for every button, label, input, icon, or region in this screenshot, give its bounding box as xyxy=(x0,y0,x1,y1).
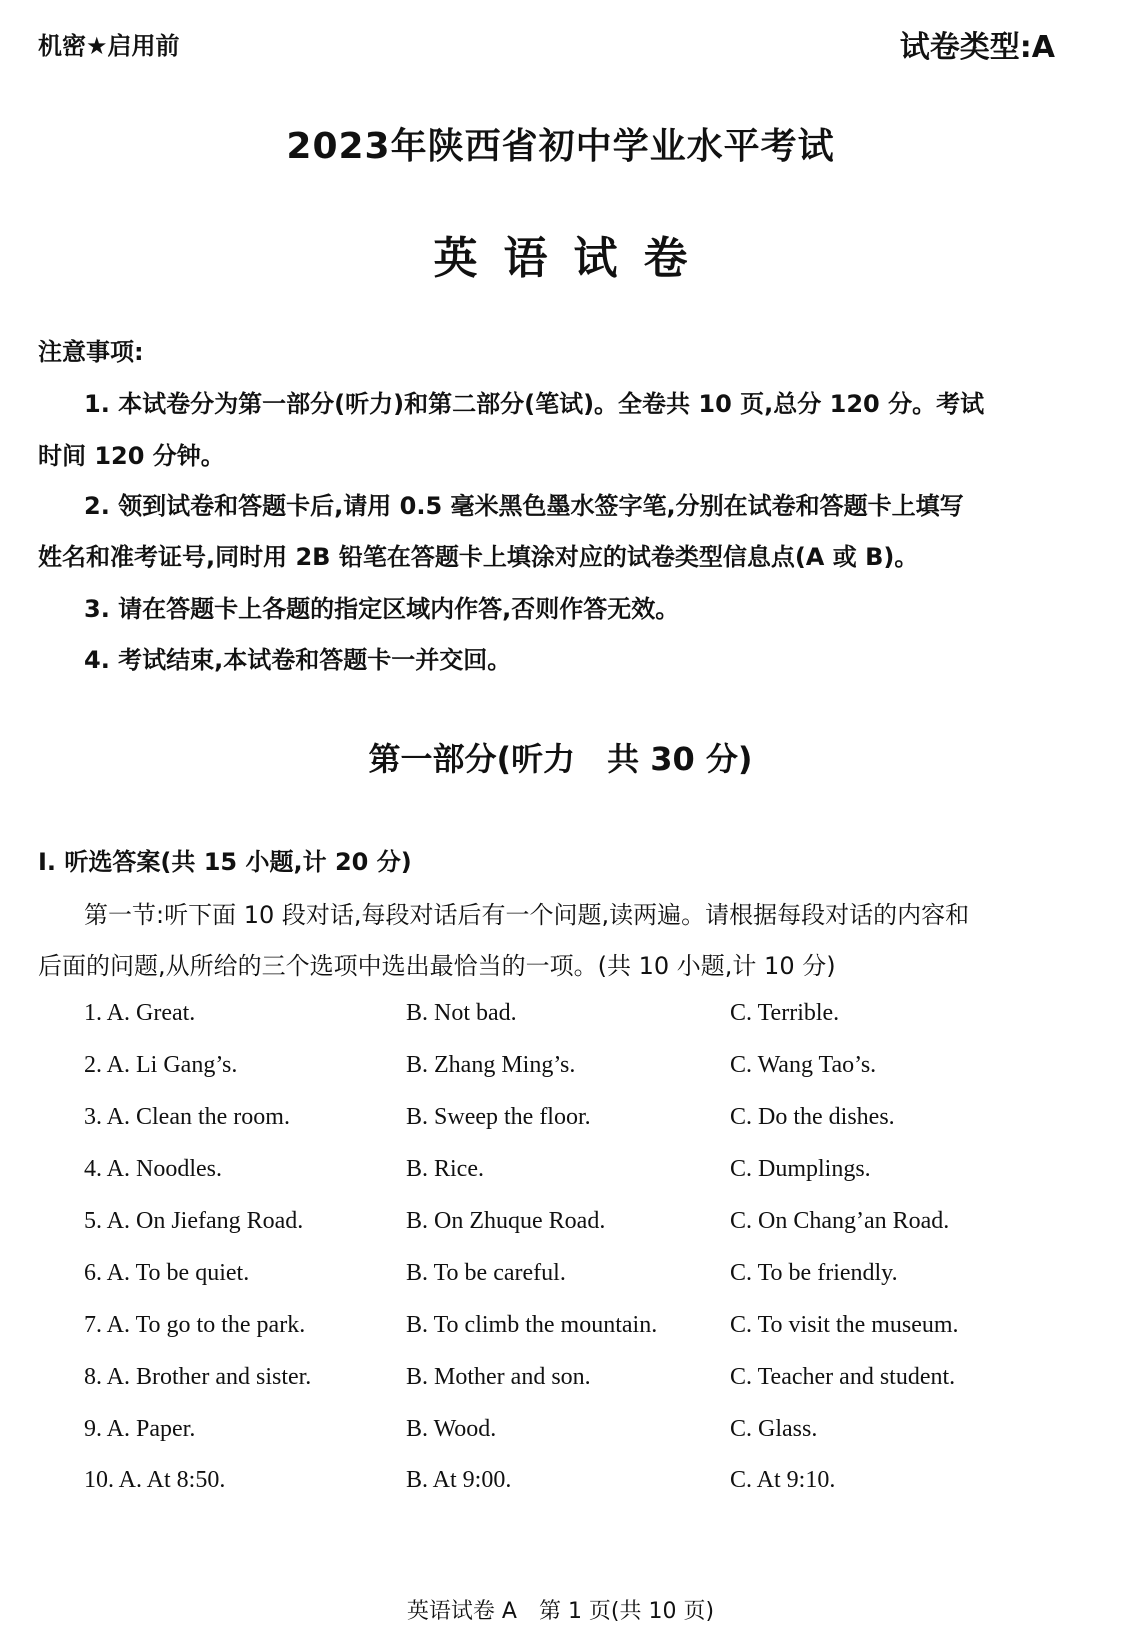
question-8-option-c: C. Teacher and student. xyxy=(730,1364,956,1390)
notice-item-2-line-1: 2. 领到试卷和答题卡后,请用 0.5 毫米黑色墨水签字笔,分别在试卷和答题卡上填写 xyxy=(84,492,964,520)
notice-heading: 注意事项: xyxy=(38,338,144,366)
question-7-option-c: C. To visit the museum. xyxy=(730,1312,959,1338)
notice-item-1-line-2: 时间 120 分钟。 xyxy=(38,442,225,470)
question-1-option-c: C. Terrible. xyxy=(730,1000,840,1026)
question-9-option-a: 9. A. Paper. xyxy=(84,1416,196,1442)
confidential-label: 机密★启用前 xyxy=(38,32,180,60)
part-one-title: 第一部分(听力 共 30 分) xyxy=(368,740,753,778)
question-8-option-a: 8. A. Brother and sister. xyxy=(84,1364,312,1390)
exam-subtitle: 英语试卷 xyxy=(433,233,714,284)
question-4-option-c: C. Dumplings. xyxy=(730,1156,871,1182)
exam-title: 2023年陕西省初中学业水平考试 xyxy=(286,126,835,167)
question-9-option-c: C. Glass. xyxy=(730,1416,818,1442)
question-3-option-b: B. Sweep the floor. xyxy=(406,1104,591,1130)
notice-item-1-line-1: 1. 本试卷分为第一部分(听力)和第二部分(笔试)。全卷共 10 页,总分 120 分。考试 xyxy=(84,390,985,418)
question-9-option-b: B. Wood. xyxy=(406,1416,497,1442)
page-footer: 英语试卷 A 第 1 页(共 10 页) xyxy=(406,1599,715,1624)
question-2-option-a: 2. A. Li Gang’s. xyxy=(84,1052,238,1078)
question-8-option-b: B. Mother and son. xyxy=(406,1364,591,1390)
question-3-option-a: 3. A. Clean the room. xyxy=(84,1104,290,1130)
question-4-option-a: 4. A. Noodles. xyxy=(84,1156,222,1182)
question-6-option-c: C. To be friendly. xyxy=(730,1260,898,1286)
question-2-option-c: C. Wang Tao’s. xyxy=(730,1052,877,1078)
question-2-option-b: B. Zhang Ming’s. xyxy=(406,1052,576,1078)
question-4-option-b: B. Rice. xyxy=(406,1156,484,1182)
question-5-option-c: C. On Chang’an Road. xyxy=(730,1208,950,1234)
question-7-option-a: 7. A. To go to the park. xyxy=(84,1312,306,1338)
question-1-option-b: B. Not bad. xyxy=(406,1000,517,1026)
question-10-option-b: B. At 9:00. xyxy=(406,1467,512,1493)
question-3-option-c: C. Do the dishes. xyxy=(730,1104,895,1130)
notice-item-2-line-2: 姓名和准考证号,同时用 2B 铅笔在答题卡上填涂对应的试卷类型信息点(A 或 B)。 xyxy=(38,543,919,571)
question-5-option-a: 5. A. On Jiefang Road. xyxy=(84,1208,304,1234)
paper-type-label: 试卷类型:A xyxy=(899,30,1055,65)
instruction-line-2: 后面的问题,从所给的三个选项中选出最恰当的一项。(共 10 小题,计 10 分) xyxy=(38,952,836,980)
question-1-option-a: 1. A. Great. xyxy=(84,1000,196,1026)
question-10-option-c: C. At 9:10. xyxy=(730,1467,836,1493)
question-6-option-a: 6. A. To be quiet. xyxy=(84,1260,250,1286)
notice-item-3: 3. 请在答题卡上各题的指定区域内作答,否则作答无效。 xyxy=(84,595,680,623)
question-7-option-b: B. To climb the mountain. xyxy=(406,1312,658,1338)
notice-item-4: 4. 考试结束,本试卷和答题卡一并交回。 xyxy=(84,646,512,674)
section-one-title: Ⅰ. 听选答案(共 15 小题,计 20 分) xyxy=(38,848,412,876)
question-10-option-a: 10. A. At 8:50. xyxy=(84,1467,226,1493)
question-6-option-b: B. To be careful. xyxy=(406,1260,566,1286)
question-5-option-b: B. On Zhuque Road. xyxy=(406,1208,606,1234)
instruction-line-1: 第一节:听下面 10 段对话,每段对话后有一个问题,读两遍。请根据每段对话的内容和 xyxy=(84,901,970,929)
